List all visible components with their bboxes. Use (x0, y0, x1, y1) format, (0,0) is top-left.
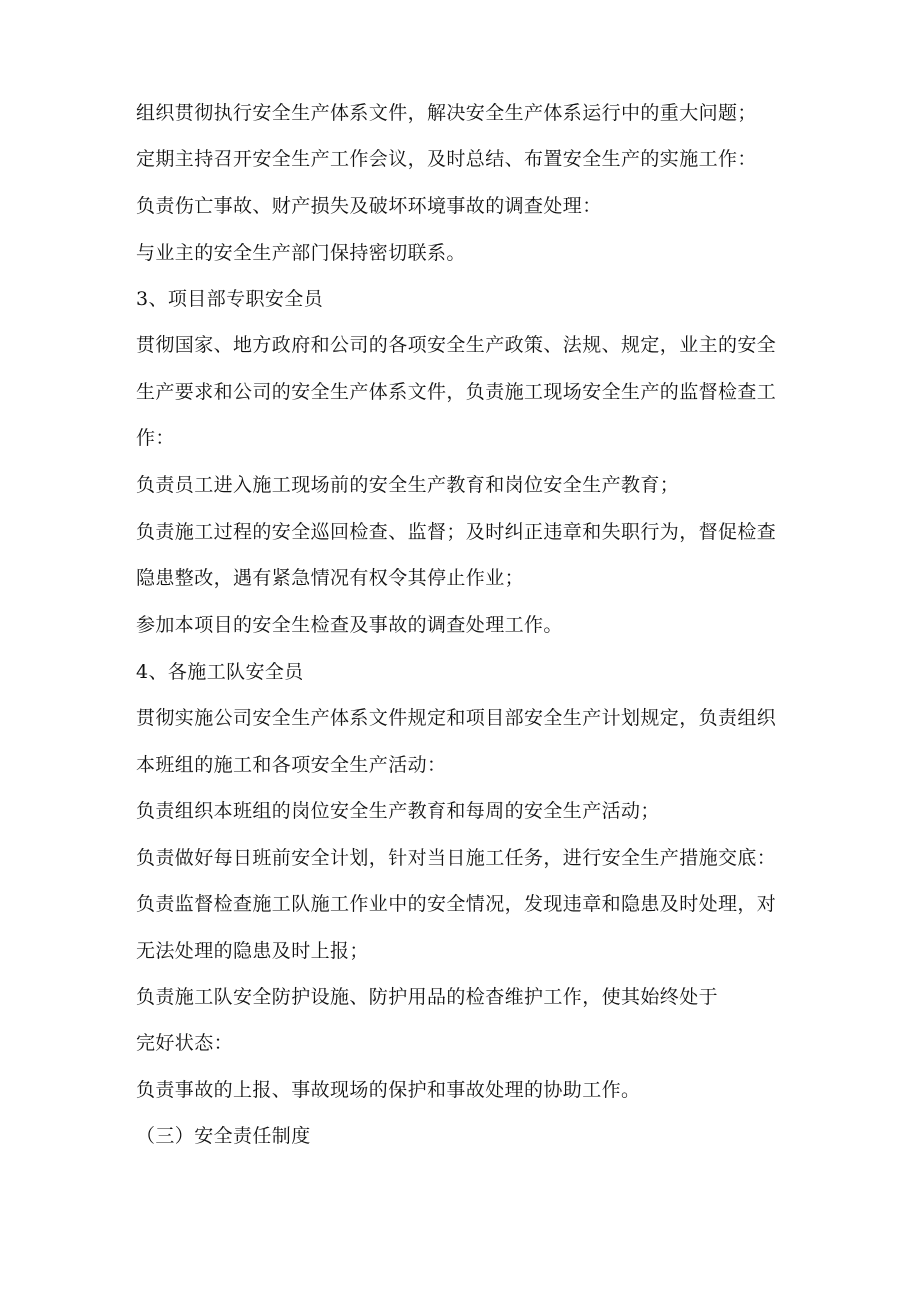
text-line: 组织贯彻执行安全生产体系文件，解决安全生产体系运行中的重大问题； (136, 102, 757, 124)
section-heading-4: 4、各施工队安全员 (136, 661, 304, 683)
text-line: 负责伤亡事故、财产损失及破坏环境事故的调查处理： (136, 195, 602, 217)
section-heading-3: 3、项目部专职安全员 (136, 288, 324, 310)
text-line: 负责施工过程的安全巡回检查、监督；及时纠正违章和失职行为，督促检查 (136, 521, 777, 543)
text-line: 负责施工队安全防护设施、防护用品的检杳维护工作，使其始终处于 (136, 986, 719, 1008)
text-line: 隐患整改，遇有紧急情况有权令其停止作业； (136, 567, 525, 589)
text-line: 贯彻国家、地方政府和公司的各项安全生产政策、法规、规定，业主的安全 (136, 334, 777, 356)
text-line: 贯彻实施公司安全生产体系文件规定和项目部安全生产计划规定，负责组织 (136, 707, 777, 729)
text-line: 本班组的施工和各项安全生产活动： (136, 754, 447, 776)
text-line: 生产要求和公司的安全生产体系文件，负责施工现场安全生产的监督检查工 (136, 381, 777, 403)
text-line: 完好状态： (136, 1032, 234, 1054)
text-line: 参加本项目的安全生检查及事故的调查处理工作。 (136, 614, 563, 636)
text-line: 作： (136, 427, 175, 449)
text-line: 定期主持召开安全生产工作会议，及时总结、布置安全生产的实施工作： (136, 148, 757, 170)
text-line: 负责事故的上报、事故现场的保护和事故处理的协助工作。 (136, 1079, 641, 1101)
text-line: 无法处理的隐患及时上报； (136, 940, 369, 962)
text-line: 负责做好每日班前安全计划，针对当日施工任务，进行安全生产措施交底： (136, 847, 777, 869)
text-line: 负责组织本班组的岗位安全生产教育和每周的安全生产活动； (136, 800, 660, 822)
text-line: 与业主的安全生产部门保持密切联系。 (136, 242, 466, 264)
section-heading-safety-responsibility: （三）安全责任制度 (136, 1125, 311, 1147)
text-line: 负责员工进入施工现场前的安全生产教育和岗位安全生产教育； (136, 474, 680, 496)
text-line: 负责监督检查施工队施工作业中的安全情况，发现违章和隐患及时处理，对 (136, 893, 777, 915)
